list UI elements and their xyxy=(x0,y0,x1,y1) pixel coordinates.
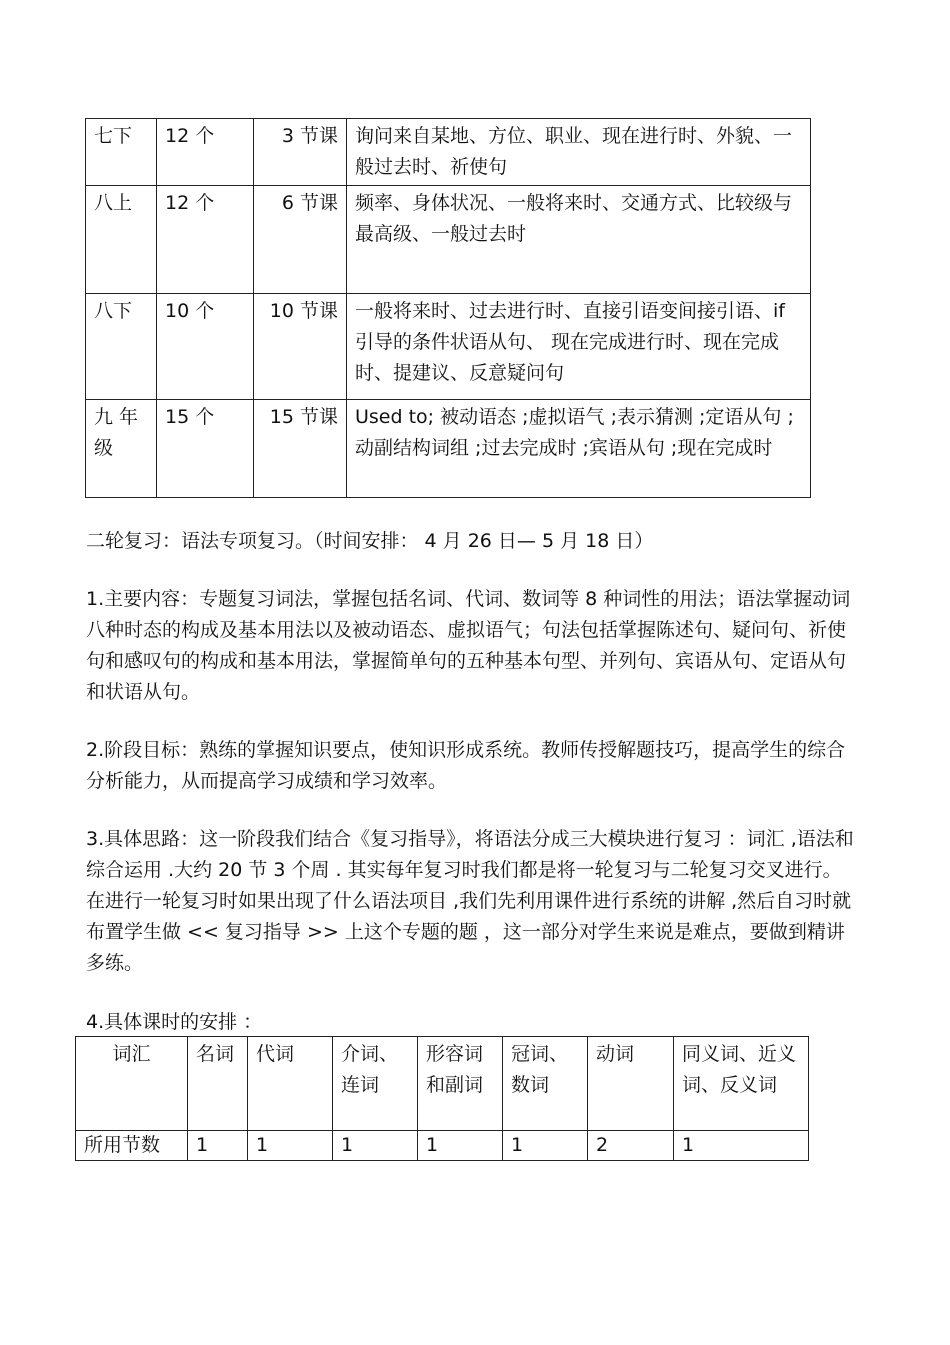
header-cell: 名词 xyxy=(188,1037,248,1131)
value-cell: 1 xyxy=(503,1131,588,1161)
content-cell: 频率、身体状况、一般将来时、交通方式、比较级与最高级、一般过去时 xyxy=(347,186,811,294)
header-cell: 代词 xyxy=(248,1037,333,1131)
header-cell: 冠词、数词 xyxy=(503,1037,588,1131)
grade-cell: 八上 xyxy=(86,186,157,294)
table-row xyxy=(86,294,811,400)
content-cell: 一般将来时、过去进行时、直接引语变间接引语、if 引导的条件状语从句、 现在完成进行时、现在完成时、提建议、反意疑问句 xyxy=(347,294,811,400)
section2-title: 二轮复习：语法专项复习。（时间安排： 4 月 26 日— 5 月 18 日） xyxy=(86,530,654,552)
value-cell: 1 xyxy=(418,1131,503,1161)
point-main-content: 1.主要内容：专题复习词法，掌握包括名词、代词、数词等 8 种词性的用法；语法掌握动词八种时态的构成及基本用法以及被动语态、虚拟语气；句法包括掌握陈述句、疑问句、祈使句和感叹句的构成和基本用法，掌握简单句的五种基本句型、并列句、宾语从句、定语从句和状语从句。 xyxy=(86,588,851,703)
units-cell: 12 个 xyxy=(157,119,254,186)
grade-schedule-table xyxy=(85,118,811,498)
header-cell: 介词、连词 xyxy=(333,1037,418,1131)
lessons-cell: 15 节课 xyxy=(254,400,347,498)
lessons-cell: 10 节课 xyxy=(254,294,347,400)
value-cell: 1 xyxy=(674,1131,809,1161)
table-row xyxy=(86,400,811,498)
table-row xyxy=(76,1131,809,1161)
header-cell: 同义词、近义词、反义词 xyxy=(674,1037,809,1131)
table-header-row xyxy=(76,1037,809,1131)
value-cell: 2 xyxy=(588,1131,674,1161)
value-cell: 1 xyxy=(333,1131,418,1161)
lesson-allocation-table xyxy=(75,1036,809,1161)
units-cell: 12 个 xyxy=(157,186,254,294)
grade-cell: 八下 xyxy=(86,294,157,400)
content-cell: Used to; 被动语态 ;虚拟语气 ;表示猜测 ;定语从句 ;动副结构词组 ;过去完成时 ;宾语从句 ;现在完成时 xyxy=(347,400,811,498)
header-cell: 形容词和副词 xyxy=(418,1037,503,1131)
table-row xyxy=(86,186,811,294)
units-cell: 15 个 xyxy=(157,400,254,498)
header-cell: 动词 xyxy=(588,1037,674,1131)
value-cell: 1 xyxy=(248,1131,333,1161)
grade-cell: 九 年级 xyxy=(86,400,157,498)
lessons-cell: 3 节课 xyxy=(254,119,347,186)
point-stage-goal: 2.阶段目标：熟练的掌握知识要点，使知识形成系统。教师传授解题技巧，提高学生的综合分析能力，从而提高学习成绩和学习效率。 xyxy=(86,739,846,792)
lessons-cell: 6 节课 xyxy=(254,186,347,294)
point4-title: 4.具体课时的安排 ： xyxy=(86,1011,263,1033)
value-cell: 1 xyxy=(188,1131,248,1161)
content-cell: 询问来自某地、方位、职业、现在进行时、外貌、一般过去时、祈使句 xyxy=(347,119,811,186)
point-approach: 3.具体思路：这一阶段我们结合《复习指导》，将语法分成三大模块进行复习 ：词汇 ,语法和综合运用 .大约 20 节 3 个周 . 其实每年复习时我们都是将一轮复习与二轮复习交叉进行。 在进行一轮复习时如果出现了什么语法项目 ,我们先利用课件进行系统的讲解 ,然后自习时就布置学生做 << 复习指导 >> 上这个专题的题 ，这一部分对学生来说是难点，要做到精讲多练。 xyxy=(86,828,854,974)
header-cell: 词汇 xyxy=(76,1037,188,1131)
row-label-cell: 所用节数 xyxy=(76,1131,188,1161)
table-row xyxy=(86,119,811,186)
units-cell: 10 个 xyxy=(157,294,254,400)
grade-cell: 七下 xyxy=(86,119,157,186)
